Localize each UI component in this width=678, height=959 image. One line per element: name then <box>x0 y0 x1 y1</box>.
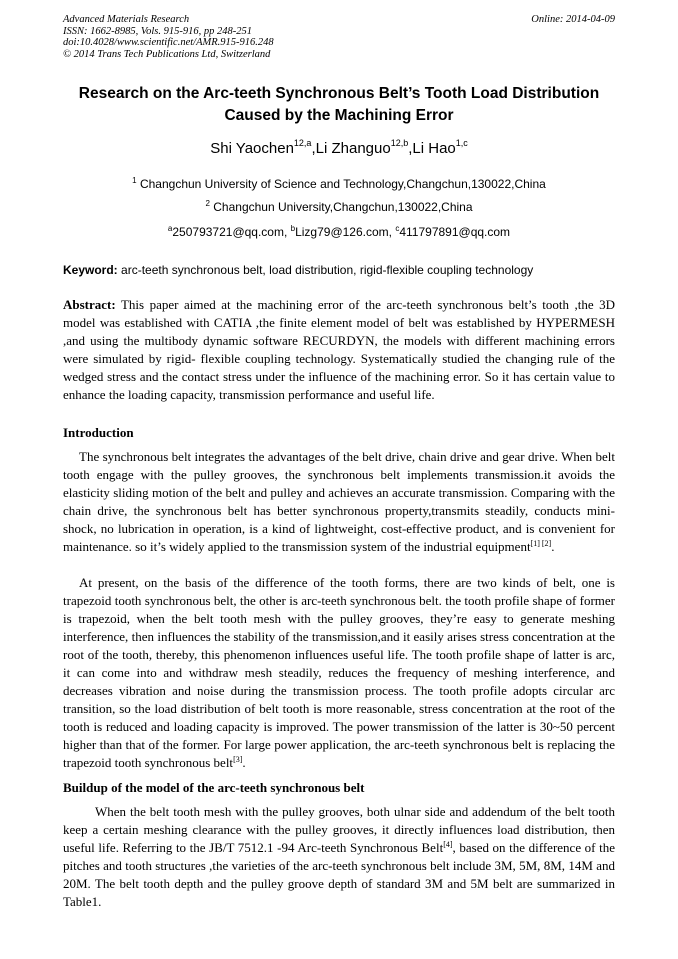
affiliation-text: Changchun University of Science and Technology,Changchun,130022,China <box>139 177 546 191</box>
introduction-paragraph-1 <box>63 448 615 556</box>
keywords <box>63 262 615 278</box>
author-name: Shi Yaochen <box>210 140 294 157</box>
citation[interactable]: [4] <box>443 840 453 849</box>
affiliation-1 <box>40 176 638 192</box>
title-line-2: Caused by the Machining Error <box>224 107 454 124</box>
abstract <box>63 296 615 404</box>
paragraph-end: , based on the difference of the pitches and tooth structures ,the varieties of the arc-teeth synchronous belt include 3M, 5M, 8M, 14M and 20M. The belt tooth depth and the pulley groove depth of standard 3M and 5M belt are summarized in Table1. <box>63 840 615 909</box>
introduction-paragraph-2 <box>63 574 615 772</box>
author-affiliation-mark: 12,b <box>390 138 409 148</box>
author-separator: , <box>311 140 316 157</box>
keyword-label: Keyword: <box>63 263 118 277</box>
author-separator: , <box>408 140 413 157</box>
email-link[interactable]: 250793721@qq.com, <box>172 225 291 239</box>
abstract-text: This paper aimed at the machining error of the arc-teeth synchronous belt’s tooth ,the 3D model was established with CATIA ,the finite element model of belt was established by HYPERMESH ,and using the multibody dynamic software RECURDYN, the models with different machining errors were simulated by rigid- flexible coupling technology. Systematically studied the changing rule of the wedged stress and the contact stress under the influence of the machining error. So it has certain value to enhance the loading capacity, transmission performance and useful life. <box>63 297 615 402</box>
journal-name: Advanced Materials Research <box>63 14 190 25</box>
email-mark: b <box>290 224 296 233</box>
affiliation-2 <box>40 199 638 215</box>
author-name: Li Hao <box>412 140 456 157</box>
online-date: Online: 2014-04-09 <box>531 14 615 25</box>
keyword-text: arc-teeth synchronous belt, load distribution, rigid-flexible coupling technology <box>117 263 534 277</box>
running-header <box>63 14 615 60</box>
section-heading-introduction: Introduction <box>63 425 134 440</box>
author-affiliation-mark: 12,a <box>293 138 312 148</box>
email-link[interactable]: 411797891@qq.com <box>399 225 511 239</box>
paper-title <box>40 83 638 127</box>
paragraph-text: The synchronous belt integrates the advantages of the belt drive, chain drive and gear drive. When belt tooth engage with the pulley grooves, the synchronous belt implements transmission.it avoids the elasticity sliding motion of the belt and pulley and achieves an accurate transmission. Comparing with the chain drive, the synchronous belt has better synchronous property,transmits steadily, conducts mini-shock, no lubrication in operation, is a kind of lightweight, cost-effective product, and is convenient for maintenance. so it’s widely applied to the transmission system of the industrial equipment <box>63 449 615 554</box>
author-emails <box>40 224 638 240</box>
paragraph-text: At present, on the basis of the difference of the tooth forms, there are two kinds of belt, one is trapezoid tooth synchronous belt, the other is arc-teeth synchronous belt. the tooth profile shape of former is trapezoid, when the belt tooth mesh with the pulley grooves, they’re easy to generate meshing interference, then influences the stability of the transmission,and it easily arises stress concentration at the root of the tooth, thereby, this phenomenon influences useful life. The tooth profile shape of latter is arc, it can come into and withdraw mesh steadily, reduces the frequency of meshing interference, and decreases vibration and noise during the transmission process. The tooth profile adopts circular arc transition, so the load distribution of belt tooth is more reasonable, stress concentration at the root of the tooth is reduced and loading capacity is improved. The power transmission of the latter is 30~50 percent higher than that of the former. For large power application, the arc-teeth synchronous belt is replacing the trapezoid tooth synchronous belt <box>63 575 615 770</box>
affiliation-text: Changchun University,Changchun,130022,China <box>213 200 473 214</box>
doi-line: doi:10.4028/www.scientific.net/AMR.915-916.248 <box>63 37 274 48</box>
paragraph-end: . <box>551 539 555 554</box>
buildup-paragraph-1 <box>63 803 615 911</box>
email-mark: a <box>167 224 173 233</box>
author-list <box>40 139 638 159</box>
title-line-1: Research on the Arc-teeth Synchronous Belt’s Tooth Load Distribution <box>78 85 600 102</box>
email-link[interactable]: Lizg79@126.com, <box>295 225 396 239</box>
citation[interactable]: [1] [2] <box>530 539 552 548</box>
abstract-label: Abstract: <box>63 297 116 312</box>
copyright-line: © 2014 Trans Tech Publications Ltd, Switzerland <box>63 48 271 60</box>
author-name: Li Zhanguo <box>315 140 391 157</box>
paragraph-text: When the belt tooth mesh with the pulley grooves, both ulnar side and addendum of the belt tooth keep a certain meshing clearance with the pulley grooves, it directly influences load distribution, then useful life. Referring to the JB/T 7512.1 -94 Arc-teeth Synchronous Belt <box>63 804 615 855</box>
paragraph-end: . <box>242 755 246 770</box>
email-mark: c <box>395 224 400 233</box>
section-heading-buildup: Buildup of the model of the arc-teeth synchronous belt <box>63 780 365 795</box>
affiliation-number: 1 <box>132 176 137 185</box>
affiliation-number: 2 <box>205 199 210 208</box>
author-affiliation-mark: 1,c <box>455 138 468 148</box>
citation[interactable]: [3] <box>233 755 243 764</box>
issn-line: ISSN: 1662-8985, Vols. 915-916, pp 248-251 <box>63 25 252 37</box>
